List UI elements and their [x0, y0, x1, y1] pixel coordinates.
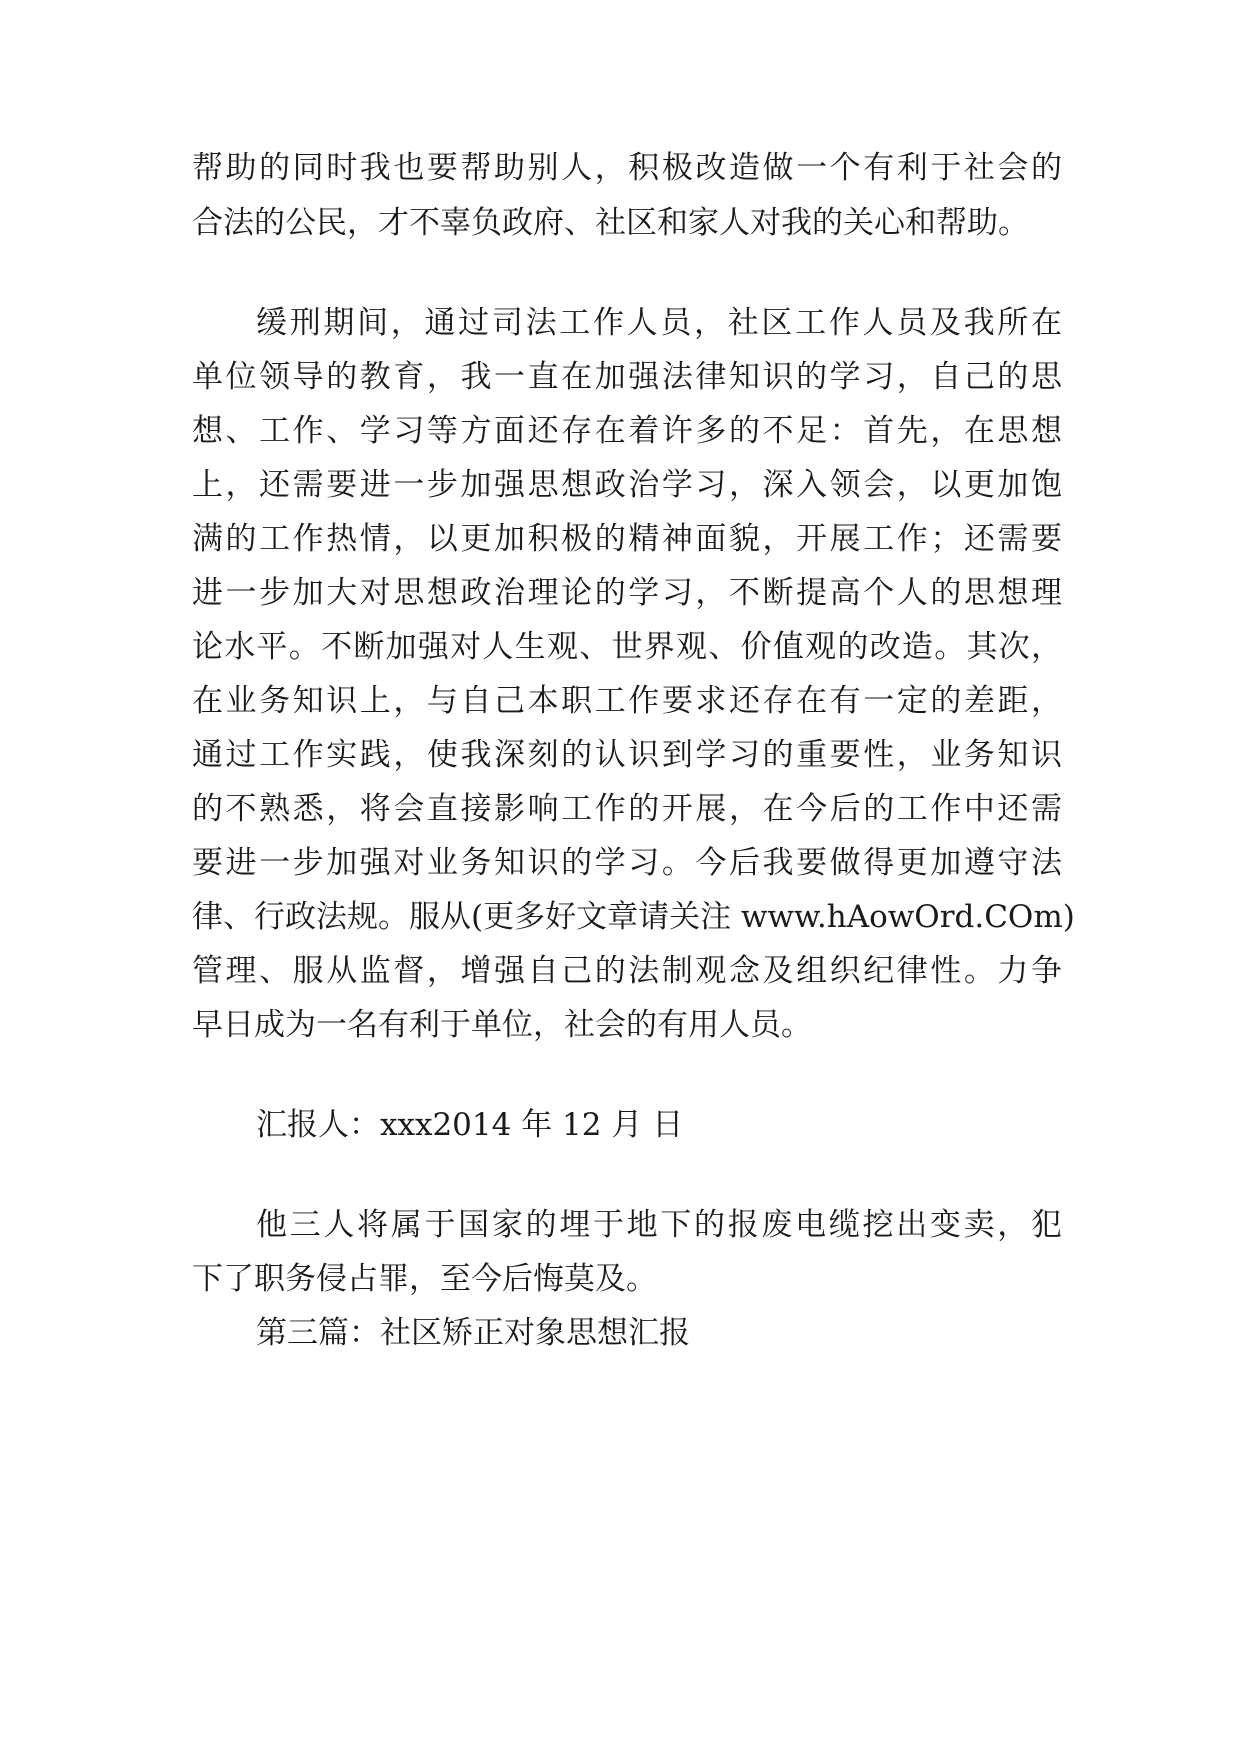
text-line: 管理、服从监督，增强自己的法制观念及组织纪律性。力争: [192, 953, 1062, 989]
text-line: 缓刑期间，通过司法工作人员，社区工作人员及我所在: [256, 305, 1062, 341]
text-line: 在业务知识上，与自己本职工作要求还存在有一定的差距，: [192, 683, 1062, 719]
section-title: 第三篇：社区矫正对象思想汇报: [256, 1315, 690, 1351]
text-line: 单位领导的教育，我一直在加强法律知识的学习，自己的思: [192, 359, 1062, 395]
text-line: 要进一步加强对业务知识的学习。今后我要做得更加遵守法: [192, 845, 1062, 881]
signature-line: 汇报人：xxx2014 年 12 月 日: [256, 1107, 684, 1143]
text-line: 论水平。不断加强对人生观、世界观、价值观的改造。其次，: [192, 629, 1062, 665]
text-line: 满的工作热情，以更加积极的精神面貌，开展工作；还需要: [192, 521, 1062, 557]
text-line: 想、工作、学习等方面还存在着许多的不足：首先，在思想: [192, 413, 1062, 449]
text-line: 下了职务侵占罪，至今后悔莫及。: [192, 1261, 657, 1297]
text-line: 他三人将属于国家的埋于地下的报废电缆挖出变卖，犯: [256, 1207, 1062, 1243]
text-line: 进一步加大对思想政治理论的学习，不断提高个人的思想理: [192, 575, 1062, 611]
text-line: 律、行政法规。服从(更多好文章请关注 www.hAowOrd.COm): [192, 899, 1075, 935]
text-line: 帮助的同时我也要帮助别人，积极改造做一个有利于社会的: [192, 150, 1062, 186]
text-line: 合法的公民，才不辜负政府、社区和家人对我的关心和帮助。: [192, 205, 1029, 241]
text-line: 通过工作实践，使我深刻的认识到学习的重要性，业务知识: [192, 737, 1062, 773]
text-line: 上，还需要进一步加强思想政治学习，深入领会，以更加饱: [192, 467, 1062, 503]
text-line: 的不熟悉，将会直接影响工作的开展，在今后的工作中还需: [192, 791, 1062, 827]
text-line: 早日成为一名有利于单位，社会的有用人员。: [192, 1007, 812, 1043]
